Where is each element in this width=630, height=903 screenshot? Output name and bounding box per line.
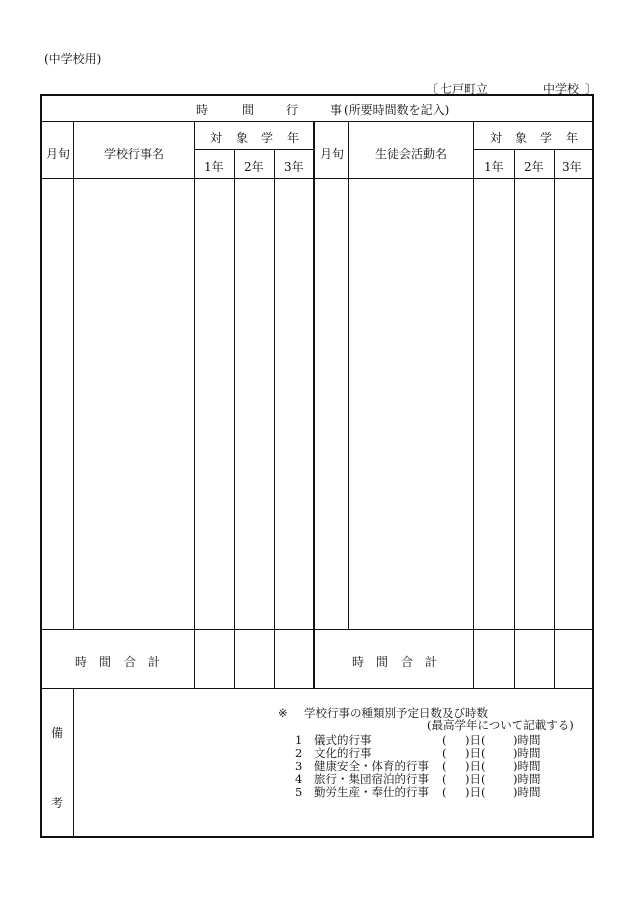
school-town-label: 七戸町立 — [440, 82, 489, 96]
remarks-item-paren: ( — [442, 785, 447, 799]
left-target-char: 年 — [287, 131, 300, 145]
right-target-char: 年 — [566, 131, 579, 145]
remarks-item-num: 1 — [295, 733, 303, 747]
remarks-label-col-line — [73, 688, 74, 836]
remarks-item-hour: )時間 — [513, 746, 541, 760]
remarks-item-name: 勤労生産・奉仕的行事 — [314, 785, 429, 799]
schedule-table — [40, 94, 594, 838]
remarks-item-hour: )時間 — [513, 733, 541, 747]
remarks-item-hour: )時間 — [513, 759, 541, 773]
right-total-char: 間 — [376, 655, 389, 669]
right-month-header: 月旬 — [320, 147, 345, 161]
title-char: 時 — [196, 103, 209, 117]
left-total-char: 間 — [99, 655, 112, 669]
right-grade1-col-line — [514, 149, 515, 688]
remarks-item-hour: )時間 — [513, 772, 541, 786]
right-grade2-col-line — [554, 149, 555, 688]
remarks-item-name: 旅行・集団宿泊的行事 — [314, 772, 429, 786]
remarks-item-hour: )時間 — [513, 785, 541, 799]
remarks-item-num: 5 — [295, 785, 303, 799]
remarks-label-char: 備 — [51, 726, 64, 740]
title-note: (所要時間数を記入) — [344, 103, 450, 117]
total-row-top-divider — [42, 629, 592, 630]
left-month-header: 月旬 — [46, 147, 71, 161]
remarks-item-paren: ( — [442, 772, 447, 786]
left-total-char: 合 — [124, 655, 137, 669]
remarks-item-paren: ( — [442, 759, 447, 773]
title-char: 行 — [286, 103, 299, 117]
left-event-col-line — [194, 121, 195, 688]
title-char: 事 — [330, 103, 343, 117]
school-bracket-open: 〔 — [426, 82, 439, 96]
left-month-col-line — [73, 121, 74, 629]
right-grade-divider — [473, 149, 592, 150]
school-type-label: 中学校 — [543, 82, 580, 96]
remarks-label-char: 考 — [51, 796, 64, 810]
right-total-char: 計 — [425, 655, 438, 669]
remarks-item-name: 文化的行事 — [314, 746, 372, 760]
remarks-item-paren: ( — [442, 733, 447, 747]
remarks-mark: ※ — [278, 706, 288, 720]
left-event-header: 学校行事名 — [104, 147, 165, 161]
right-grade-2: 2年 — [524, 160, 544, 174]
left-grade1-col-line — [234, 149, 235, 688]
remarks-item-num: 4 — [295, 772, 303, 786]
remarks-top-divider — [42, 688, 592, 689]
right-event-header: 生徒会活動名 — [375, 147, 448, 161]
remarks-item-num: 2 — [295, 746, 303, 760]
remarks-subheading: (最高学年について記載する) — [427, 718, 574, 732]
left-target-char: 対 — [210, 131, 223, 145]
remarks-item-day: )日( — [465, 759, 486, 773]
right-total-char: 合 — [401, 655, 414, 669]
center-divider — [313, 121, 315, 688]
left-grade-divider — [194, 149, 313, 150]
left-target-char: 象 — [236, 131, 249, 145]
remarks-item-name: 健康安全・体育的行事 — [314, 759, 429, 773]
form-usage-label: (中学校用) — [44, 52, 102, 66]
left-total-char: 計 — [148, 655, 161, 669]
title-char: 間 — [242, 103, 255, 117]
remarks-item-num: 3 — [295, 759, 303, 773]
remarks-item-name: 儀式的行事 — [314, 733, 372, 747]
title-row-divider — [42, 121, 592, 122]
remarks-item-paren: ( — [442, 746, 447, 760]
right-target-char: 対 — [490, 131, 503, 145]
right-grade-3: 3年 — [562, 160, 582, 174]
remarks-item-day: )日( — [465, 733, 486, 747]
right-month-col-line — [348, 121, 349, 629]
remarks-item-day: )日( — [465, 772, 486, 786]
left-grade-2: 2年 — [244, 160, 264, 174]
left-total-char: 時 — [75, 655, 88, 669]
school-bracket-close: 〕 — [585, 82, 598, 96]
right-target-char: 象 — [515, 131, 528, 145]
left-grade-1: 1年 — [204, 160, 224, 174]
right-grade-1: 1年 — [484, 160, 504, 174]
remarks-item-day: )日( — [465, 785, 486, 799]
right-total-char: 時 — [352, 655, 365, 669]
left-grade-3: 3年 — [284, 160, 304, 174]
right-event-col-line — [473, 121, 474, 688]
right-target-char: 学 — [540, 131, 553, 145]
remarks-heading: 学校行事の種類別予定日数及び時数 — [304, 706, 488, 720]
header-bottom-divider — [42, 178, 592, 179]
left-grade2-col-line — [274, 149, 275, 688]
left-target-char: 学 — [261, 131, 274, 145]
remarks-item-day: )日( — [465, 746, 486, 760]
